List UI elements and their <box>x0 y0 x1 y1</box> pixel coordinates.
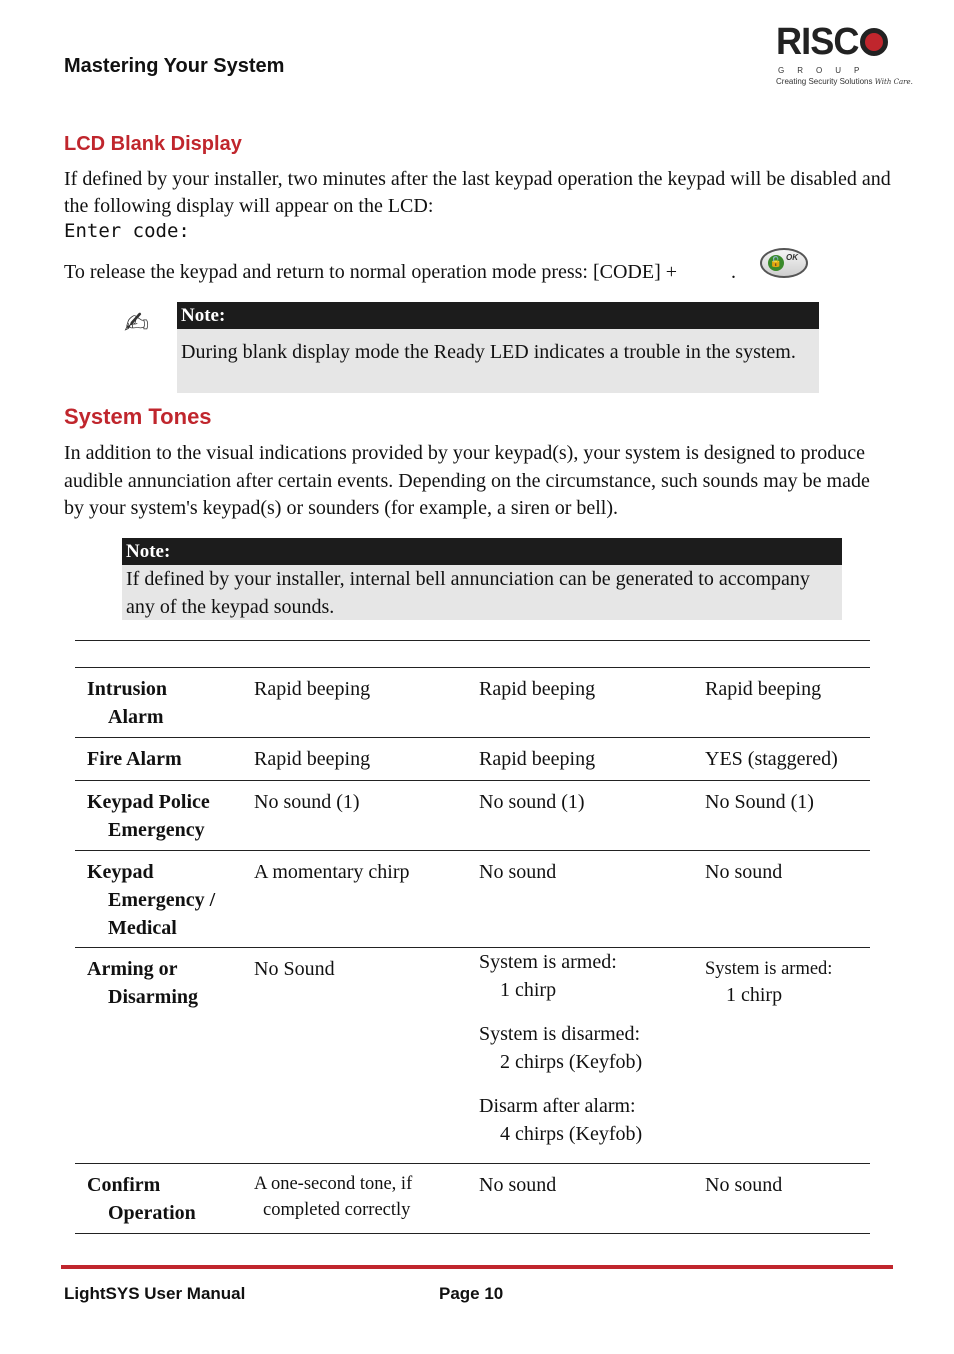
unlock-icon: 🔓 <box>768 255 784 271</box>
section-title-lcd-blank: LCD Blank Display <box>64 133 242 155</box>
paragraph: In addition to the visual indications provided by your keypad(s), your system is designed to produce audible annunciation after certain events. Depending on the circumstance, such sounds may be made by your system's keypad(s) or sounders (for example, a siren or bell). <box>64 442 870 519</box>
table-rule <box>75 667 870 668</box>
logo-tagline: Creating Security Solutions With Care. <box>776 77 913 86</box>
logo-o-mark <box>860 28 888 56</box>
running-header: Mastering Your System <box>64 55 285 77</box>
section-title-system-tones: System Tones <box>64 404 212 429</box>
table-cell: No sound (1) <box>479 791 585 813</box>
table-cell: No sound <box>479 861 557 883</box>
table-cell: No sound <box>705 861 783 883</box>
table-cell-event: Keypad Police Emergency <box>87 791 210 841</box>
table-rule <box>75 947 870 948</box>
footer-rule <box>61 1265 893 1269</box>
table-rule <box>75 850 870 851</box>
logo-brand: RISC <box>776 21 859 63</box>
table-cell-event: Keypad Emergency / Medical <box>87 861 216 939</box>
footer-manual-title: LightSYS User Manual <box>64 1284 246 1303</box>
note-box <box>122 538 842 620</box>
table-cell: Rapid beeping <box>705 678 822 700</box>
logo-group: GROUP <box>778 66 873 75</box>
table-rule <box>75 640 870 641</box>
note-label: Note: <box>177 302 819 329</box>
table-cell: Rapid beeping <box>479 678 596 700</box>
table-cell: A one-second tone, if completed correctly <box>254 1174 413 1220</box>
lcd-text: Enter code: <box>64 220 190 242</box>
table-cell: No sound <box>705 1174 783 1196</box>
table-rule <box>75 737 870 738</box>
footer-page-number: Page 10 <box>439 1284 504 1303</box>
note-label: Note: <box>122 538 842 565</box>
table-cell-event: Confirm Operation <box>87 1174 196 1224</box>
table-cell: Rapid beeping <box>254 678 371 700</box>
table-cell: YES (staggered) <box>705 748 838 770</box>
table-cell-event: Intrusion Alarm <box>87 678 168 728</box>
table-cell: No sound (1) <box>254 791 360 813</box>
table-rule <box>75 1233 870 1234</box>
paragraph: If defined by your installer, two minutes after the last keypad operation the keypad will be disabled and the following display will appear on the LCD: <box>64 168 891 217</box>
table-rule <box>75 1163 870 1164</box>
table-rule <box>75 780 870 781</box>
risco-logo <box>776 22 916 92</box>
table-cell-event: Arming or Disarming <box>87 958 198 1008</box>
table-cell: Rapid beeping <box>479 748 596 770</box>
note-text: During blank display mode the Ready LED indicates a trouble in the system. <box>181 341 796 363</box>
ok-key-label: OK <box>786 253 798 262</box>
table-cell: System is armed: 1 chirp <box>705 959 833 1006</box>
table-cell: A momentary chirp <box>254 861 410 883</box>
paragraph: To release the keypad and return to normal operation mode press: [CODE] + . <box>64 261 737 283</box>
table-cell: No Sound (1) <box>705 791 814 813</box>
table-cell: No sound <box>479 1174 557 1196</box>
note-text: If defined by your installer, internal bell annunciation can be generated to accompany any of the keypad sounds. <box>126 568 810 618</box>
table-cell: System is armed: 1 chirp System is disarmed: 2 chirps (Keyfob) Disarm after alarm: 4 chirps (Keyfob) <box>479 951 643 1145</box>
ok-key-icon <box>760 248 808 278</box>
table-cell-event: Fire Alarm <box>87 748 182 770</box>
note-pen-icon: ✍ <box>124 306 150 341</box>
table-cell: Rapid beeping <box>254 748 371 770</box>
table-cell: No Sound <box>254 958 335 980</box>
note-box <box>177 302 819 393</box>
